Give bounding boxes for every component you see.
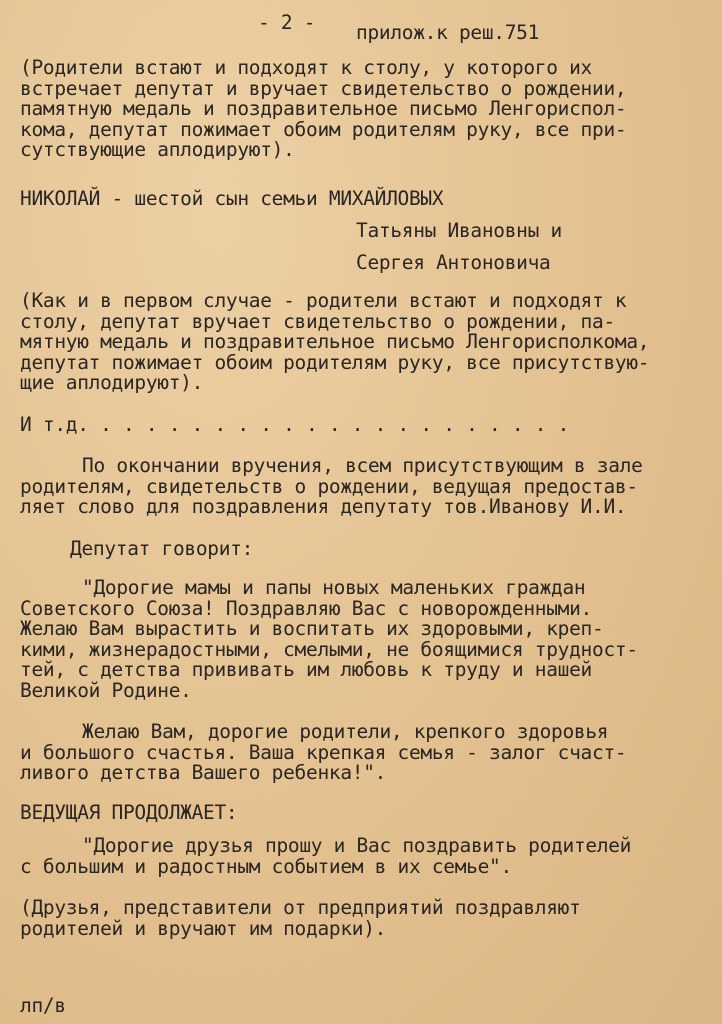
deputy-speech-part2: Желаю Вам, дорогие родители, крепкого здоровья и большого счастья. Ваша крепкая семья - залог счаст- ливого детства Вашего ребенка!". [20,720,627,784]
mother-name: Татьяны Ивановны и [356,219,562,242]
paragraph-parents-approach: (Родители встают и подходят к столу, у которого их встречает депутат и вручает свидетельство о рождении, памятную медаль и поздравительное письмо Ленгориспол- кома, депутат пожимает обоим родителям руку, все при- сутствующие аплодируют). [20,56,627,161]
father-name: Сергея Антоновича [356,251,551,274]
deputy-speech-part1: "Дорогие мамы и папы новых маленьких граждан Советского Союза! Поздравляю Вас с новорожденными. Желаю Вам вырастить и воспитать их здоровыми, креп- кими, жизнерадостными, смелыми, не боящимися трудност- тей, с детства прививать им любовь к труду и нашей Великой Родине. [20,576,638,702]
host-speech: "Дорогие друзья прошу и Вас поздравить родителей с большим и радостным событием в их семье". [20,834,632,878]
typist-initials: лп/в [20,994,66,1017]
paragraph-friends-congratulate: (Друзья, представители от предприятий поздравляют родителей и вручают им подарки). [20,896,581,940]
page-number: - 2 - [258,11,316,34]
nikolai-heading: НИКОЛАЙ - шестой сын семьи МИХАЙЛОВЫХ [20,187,444,210]
host-continues-label: ВЕДУЩАЯ ПРОДОЛЖАЕТ: [20,801,238,824]
paragraph-second-case: (Как и в первом случае - родители встают и подходят к столу, депутат вручает свидетельство о рождении, па- мятную медаль и поздравительное письмо Ленгорисполкома, депутат пожимает обоим родителям руку, все присутствую- щие аплодируют). [20,289,650,394]
paragraph-after-presentation: По окончании вручения, всем присутствующим в зале родителям, свидетельств о рождении, ведущая предостав- ляет слово для поздравления депутату тов.Иванову И.И. [20,454,643,518]
deputy-says-label: Депутат говорит: [70,537,254,560]
annex-reference: прилож.к реш.751 [356,21,540,44]
etc-line: И т.д. . . . . . . . . . . . . . . . . . . . . . [20,413,570,436]
